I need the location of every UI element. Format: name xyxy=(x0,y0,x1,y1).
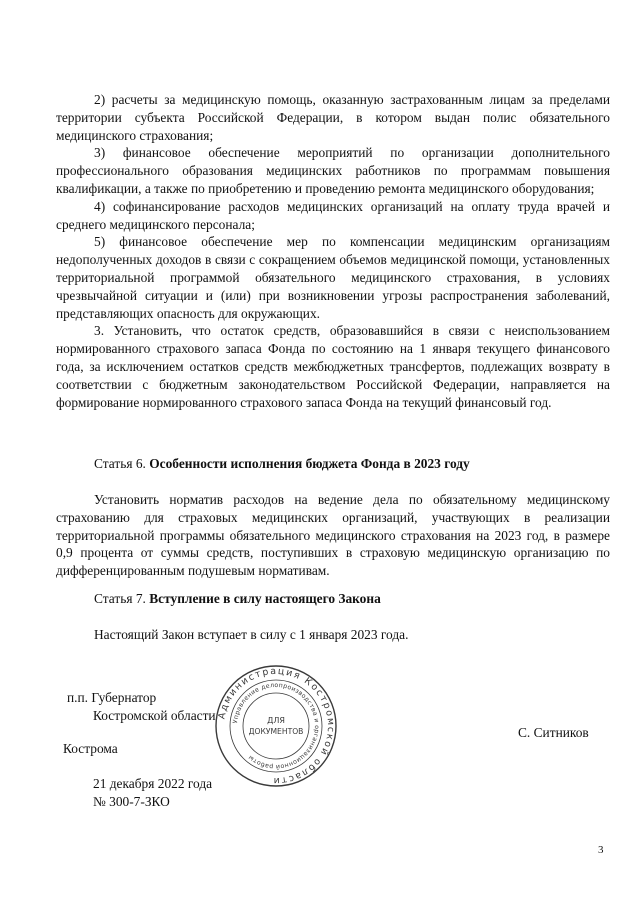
list-item-5: 5) финансовое обеспечение мер по компенсации медицинским организациям недополученных доходов в связи с сокращением объемов медицинской помощи, установленных территориальной программой обязательного медицинского страхования, в условиях чрезвычайной ситуации и (или) при возникновении угрозы распространения заболеваний, представляющих опасность для окружающих. xyxy=(56,234,610,321)
article-7-text: Настоящий Закон вступает в силу с 1 января 2023 года. xyxy=(94,627,409,642)
stamp-center-line2: ДОКУМЕНТОВ xyxy=(248,727,304,736)
article-7-heading xyxy=(94,590,381,608)
article-6-title: Особенности исполнения бюджета Фонда в 2023 году xyxy=(149,456,470,471)
paragraph-3: 3. Установить, что остаток средств, образовавшийся в связи с неиспользованием нормированного страхового запаса Фонда по состоянию на 1 января текущего финансового года, за исключением остатков средств межбюджетных трансфертов, подлежащих возврату в соответствии с бюджетным законодательством Российской Федерации, направляется на формирование нормированного страхового запаса Фонда на текущий финансовый год. xyxy=(56,323,610,410)
page-number: 3 xyxy=(598,844,604,856)
article-7-title: Вступление в силу настоящего Закона xyxy=(149,591,381,606)
list-section xyxy=(56,91,610,411)
list-item-3: 3) финансовое обеспечение мероприятий по организации дополнительного профессионального образования медицинских работников по программам повышения квалификации, а также по приобретению и проведению ремонта медицинского оборудования; xyxy=(56,145,610,196)
stamp-center-line1: ДЛЯ xyxy=(267,716,285,725)
article-6-text: Установить норматив расходов на ведение дела по обязательному медицинскому страхованию для страховых медицинских организаций, участвующих в реализации территориальной программы обязательного медицинского страхования на 2023 год, в размере 0,9 процента от суммы средств, поступивших в страховую медицинскую организацию по дифференцированным подушевым нормативам. xyxy=(56,492,610,579)
article-6-label: Статья 6. xyxy=(94,456,146,471)
list-item-2: 2) расчеты за медицинскую помощь, оказанную застрахованным лицам за пределами территории субъекта Российской Федерации, в котором выдан полис обязательного медицинского страхования; xyxy=(56,92,610,143)
law-number: № 300-7-ЗКО xyxy=(93,794,170,809)
signature-name: С. Ситников xyxy=(518,725,589,740)
signature-prefix: п.п. Губернатор xyxy=(67,690,157,705)
article-6-heading xyxy=(94,455,470,473)
list-item-4: 4) софинансирование расходов медицинских организаций на оплату труда врачей и среднего медицинского персонала; xyxy=(56,198,610,232)
signature-city: Кострома xyxy=(63,741,118,756)
article-7-label: Статья 7. xyxy=(94,591,146,606)
law-date: 21 декабря 2022 года xyxy=(93,776,213,791)
stamp-inner-text: Управление делопроизводства и организационной работы xyxy=(232,681,321,771)
stamp-outer-text: Администрация Костромской области xyxy=(216,665,337,787)
article-6-body xyxy=(56,491,610,580)
stamp-seal-lettering xyxy=(216,666,336,786)
signature-region: Костромской области xyxy=(93,708,216,723)
official-stamp xyxy=(214,664,338,788)
